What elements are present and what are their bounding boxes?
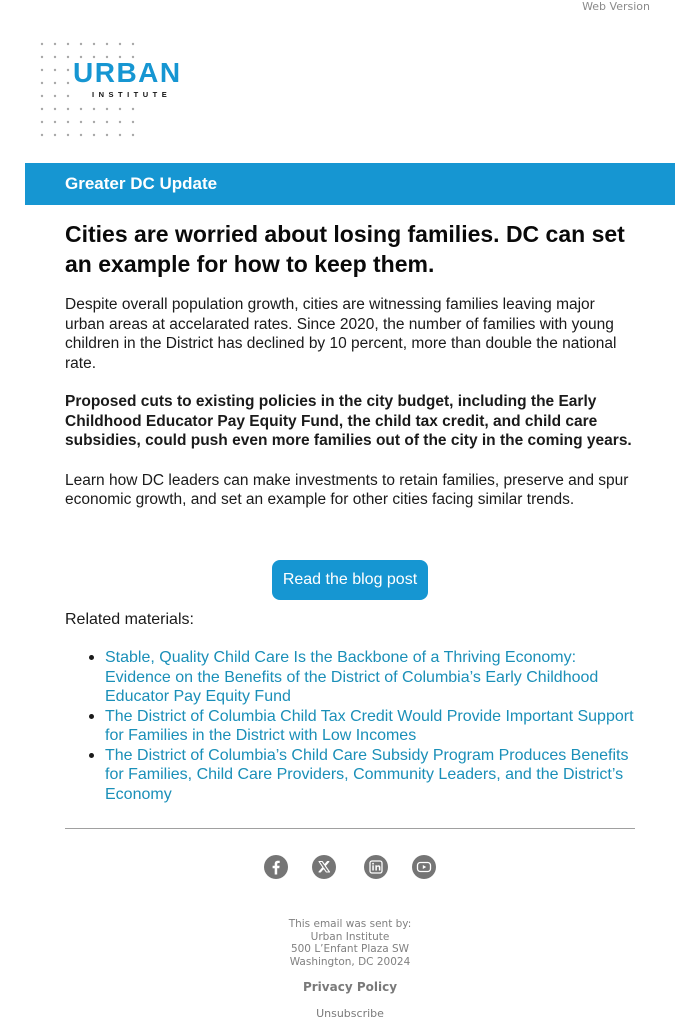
section-banner (25, 163, 675, 205)
list-item (85, 648, 645, 707)
related-materials-list (85, 648, 645, 804)
article-body (65, 219, 635, 510)
divider (65, 828, 635, 829)
footer-sender-info (0, 918, 700, 968)
footer-address-line-1: 500 L’Enfant Plaza SW (290, 943, 410, 955)
related-link-child-tax-credit[interactable]: The District of Columbia Child Tax Credit Would Provide Important Support for Families in the District with Low Incomes (105, 707, 634, 744)
related-link-pay-equity[interactable]: Stable, Quality Child Care Is the Backbone of a Thriving Economy: Evidence on the Benefits of the District of Columbia’s Early Childhood Educator Pay Equity Fund (105, 649, 599, 705)
x-icon[interactable] (312, 855, 336, 879)
related-link-child-care-subsidy[interactable]: The District of Columbia’s Child Care Subsidy Program Produces Benefits for Families, Child Care Providers, Community Leaders, and the District’s Economy (105, 746, 629, 803)
article-paragraph-3: Learn how DC leaders can make investments to retain families, preserve and spur economic growth, and set an example for other cities facing similar trends. (65, 471, 629, 508)
web-version-link[interactable]: Web Version (582, 0, 650, 13)
footer-sent-by: This email was sent by: (288, 918, 412, 930)
privacy-policy-link[interactable]: Privacy Policy (302, 980, 398, 994)
linkedin-icon[interactable] (364, 855, 388, 879)
footer-org: Urban Institute (310, 930, 390, 943)
article-paragraph-2: Proposed cuts to existing policies in the city budget, including the Early Childhood Educator Pay Equity Fund, the child tax credit, and child care subsidies, could push even more families out of the city in the coming years. (65, 393, 632, 449)
read-blog-post-button[interactable]: Read the blog post (272, 560, 428, 600)
logo-wordmark: URBAN (73, 57, 182, 88)
urban-institute-logo (40, 42, 210, 138)
list-item (85, 746, 645, 805)
facebook-icon[interactable] (264, 855, 288, 879)
related-materials-label: Related materials: (65, 611, 194, 628)
youtube-icon[interactable] (412, 855, 436, 879)
list-item (85, 707, 645, 746)
logo-subtitle: INSTITUTE (92, 90, 172, 99)
article-headline: Cities are worried about losing families. DC can set an example for how to keep them. (65, 221, 625, 277)
banner-title: Greater DC Update (65, 174, 218, 193)
cta-container (272, 560, 428, 600)
footer-address-line-2: Washington, DC 20024 (289, 955, 411, 968)
article-paragraph-1: Despite overall population growth, cities are witnessing families leaving major urban areas at accelarated rates. Since 2020, the number of families with young children in the District has declined by 10 percent, more than double the national rate. (65, 296, 617, 372)
unsubscribe-link[interactable]: Unsubscribe (316, 1007, 384, 1020)
